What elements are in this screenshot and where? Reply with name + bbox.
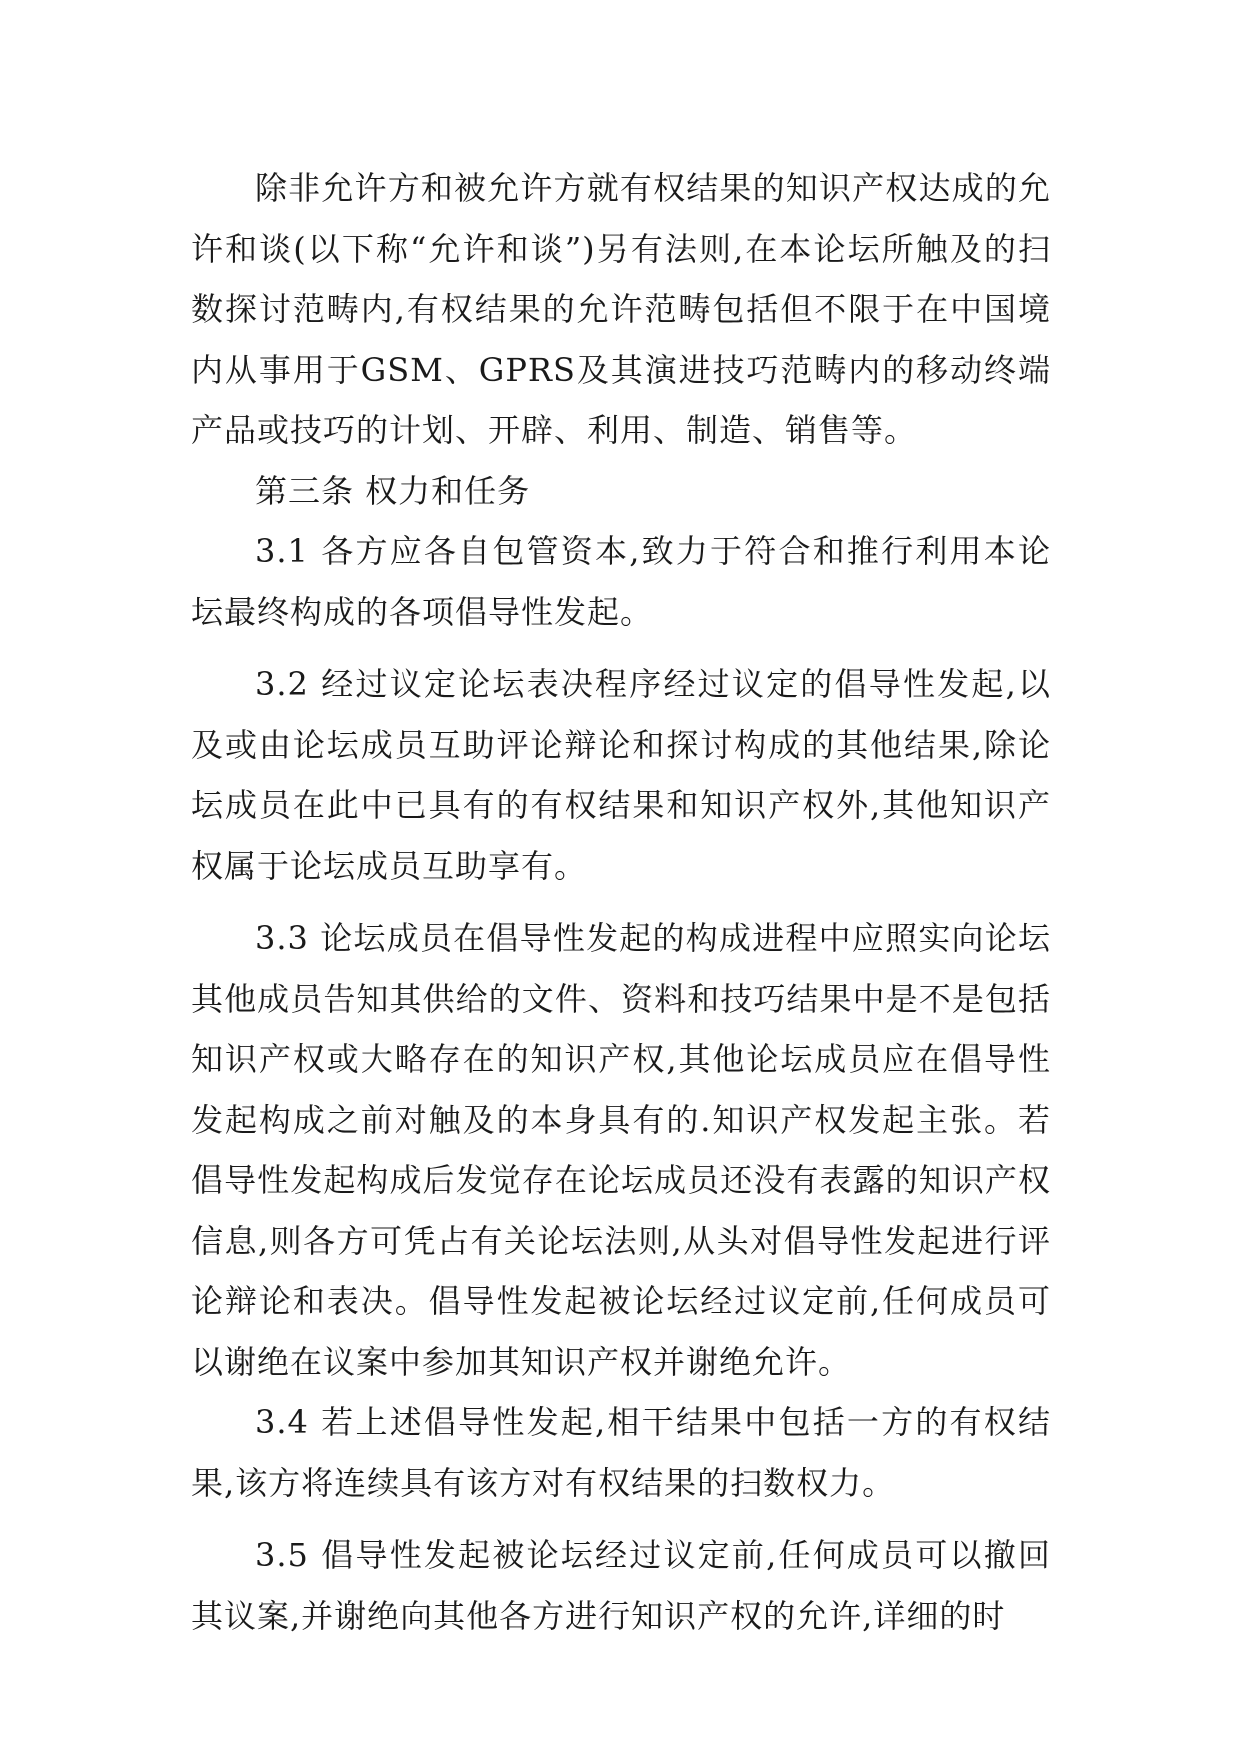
clause-3-3: 3.3 论坛成员在倡导性发起的构成进程中应照实向论坛其他成员告知其供给的文件、资料和技巧结果中是不是包括知识产权或大略存在的知识产权,其他论坛成员应在倡导性发起构成之前对触及的本身具有的.知识产权发起主张。若倡导性发起构成后发觉存在论坛成员还没有表露的知识产权信息,则各方可凭占有关论坛法则,从头对倡导性发起进行评论辩论和表决。倡导性发起被论坛经过议定前,任何成员可以谢绝在议案中参加其知识产权并谢绝允许。	[191, 919, 1051, 1381]
document-body	[191, 158, 1051, 1646]
paragraph-spacer	[191, 1513, 1051, 1525]
clause-3-4: 3.4 若上述倡导性发起,相干结果中包括一方的有权结果,该方将连续具有该方对有权结果的扫数权力。	[191, 1403, 1051, 1502]
paragraph-license-scope: 除非允许方和被允许方就有权结果的知识产权达成的允许和谈(以下称“允许和谈”)另有法则,在本论坛所触及的扫数探讨范畴内,有权结果的允许范畴包括但不限于在中国境内从事用于GSM、GPRS及其演进技巧范畴内的移动终端产品或技巧的计划、开辟、利用、制造、销售等。	[191, 169, 1051, 449]
clause-3-5: 3.5 倡导性发起被论坛经过议定前,任何成员可以撤回其议案,并谢绝向其他各方进行知识产权的允许,详细的时	[191, 1536, 1051, 1635]
paragraph-spacer	[191, 896, 1051, 908]
clause-3-2: 3.2 经过议定论坛表决程序经过议定的倡导性发起,以及或由论坛成员互助评论辩论和探讨构成的其他结果,除论坛成员在此中已具有的有权结果和知识产权外,其他知识产权属于论坛成员互助享有。	[191, 665, 1051, 885]
clause-3-1: 3.1 各方应各自包管资本,致力于符合和推行利用本论坛最终构成的各项倡导性发起。	[191, 532, 1051, 631]
article-heading: 第三条 权力和任务	[255, 471, 531, 510]
paragraph-spacer	[191, 642, 1051, 654]
